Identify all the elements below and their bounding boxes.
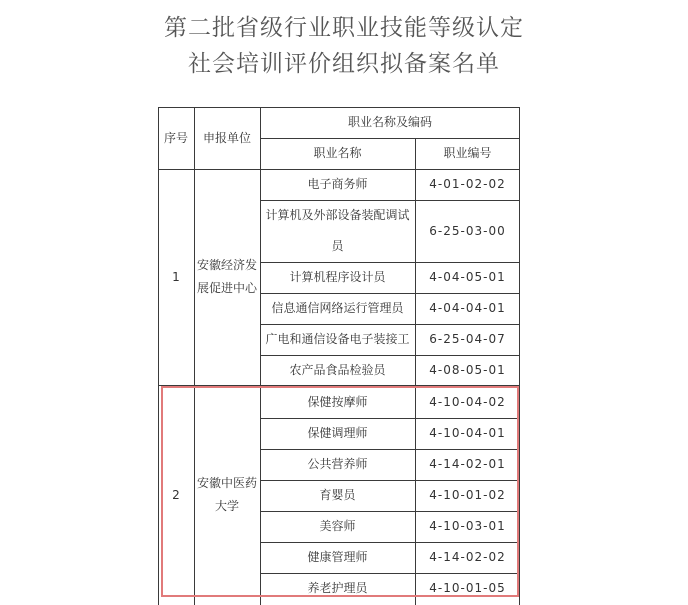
row-divider [260,418,520,419]
row-divider [260,511,520,512]
row-divider [260,480,520,481]
row-divider [260,449,520,450]
occupation-name: 健康管理师 [307,550,368,564]
occupation-name: 电子商务师 [307,177,368,191]
header-occupation-group: 职业名称及编码 [347,115,432,130]
row-divider [260,542,520,543]
occupation-name: 保健调理师 [307,426,368,440]
occupation-code: 4-10-03-01 [429,519,506,534]
table-border-top [158,107,520,108]
row-divider [260,324,520,325]
group-2-unit: 安徽中医药大学 [196,476,257,513]
occupation-code: 4-10-04-02 [429,395,506,410]
occupation-code: 4-01-02-02 [429,177,506,192]
occupation-name: 养老护理员 [307,580,368,595]
header-occupation-code: 职业编号 [443,146,492,161]
occupation-name: 公共营养师 [307,457,368,471]
occupation-code: 4-04-04-01 [429,301,506,316]
organization-table [158,107,520,605]
group-divider [158,385,520,386]
header-bottom-rule [158,169,520,170]
table-border-right [519,107,520,605]
occupation-name: 计算机及外部设备装配调试员 [265,208,410,253]
occupation-code: 6-25-03-00 [429,223,506,238]
row-divider [260,293,520,294]
occupation-name: 广电和通信设备电子装接工 [265,332,410,346]
column-divider [194,107,195,605]
occupation-code: 4-10-04-01 [429,426,506,441]
occupation-code: 4-14-02-02 [429,550,506,565]
header-unit: 申报单位 [202,130,251,145]
occupation-code: 6-25-04-07 [429,332,506,347]
occupation-name: 育婴员 [319,488,356,502]
column-divider [415,138,416,605]
row-divider [260,200,520,201]
row-divider [260,355,520,356]
group-1-unit: 安徽经济发展促进中心 [196,258,257,295]
header-divider [260,138,520,139]
occupation-name: 计算机程序设计员 [289,270,386,284]
table-border-left [158,107,159,605]
occupation-code: 4-10-01-05 [429,580,506,595]
header-occupation-name: 职业名称 [313,146,362,161]
group-2-seq: 2 [172,487,180,502]
row-divider [260,573,520,574]
occupation-name: 信息通信网络运行管理员 [271,301,404,315]
occupation-code: 4-04-05-01 [429,270,506,285]
occupation-name: 保健按摩师 [307,395,368,409]
row-divider [260,262,520,263]
occupation-code: 4-14-02-01 [429,457,506,472]
occupation-code: 4-08-05-01 [429,362,506,377]
column-divider [260,107,261,605]
document-title-line-2: 社会培训评价组织拟备案名单 [188,51,500,77]
header-seq: 序号 [163,130,188,145]
group-1-seq: 1 [172,269,180,284]
occupation-name: 美容师 [319,519,356,533]
occupation-code: 4-10-01-02 [429,488,506,503]
occupation-name: 农产品食品检验员 [289,362,386,377]
document-title-line-1: 第二批省级行业职业技能等级认定 [164,15,524,41]
